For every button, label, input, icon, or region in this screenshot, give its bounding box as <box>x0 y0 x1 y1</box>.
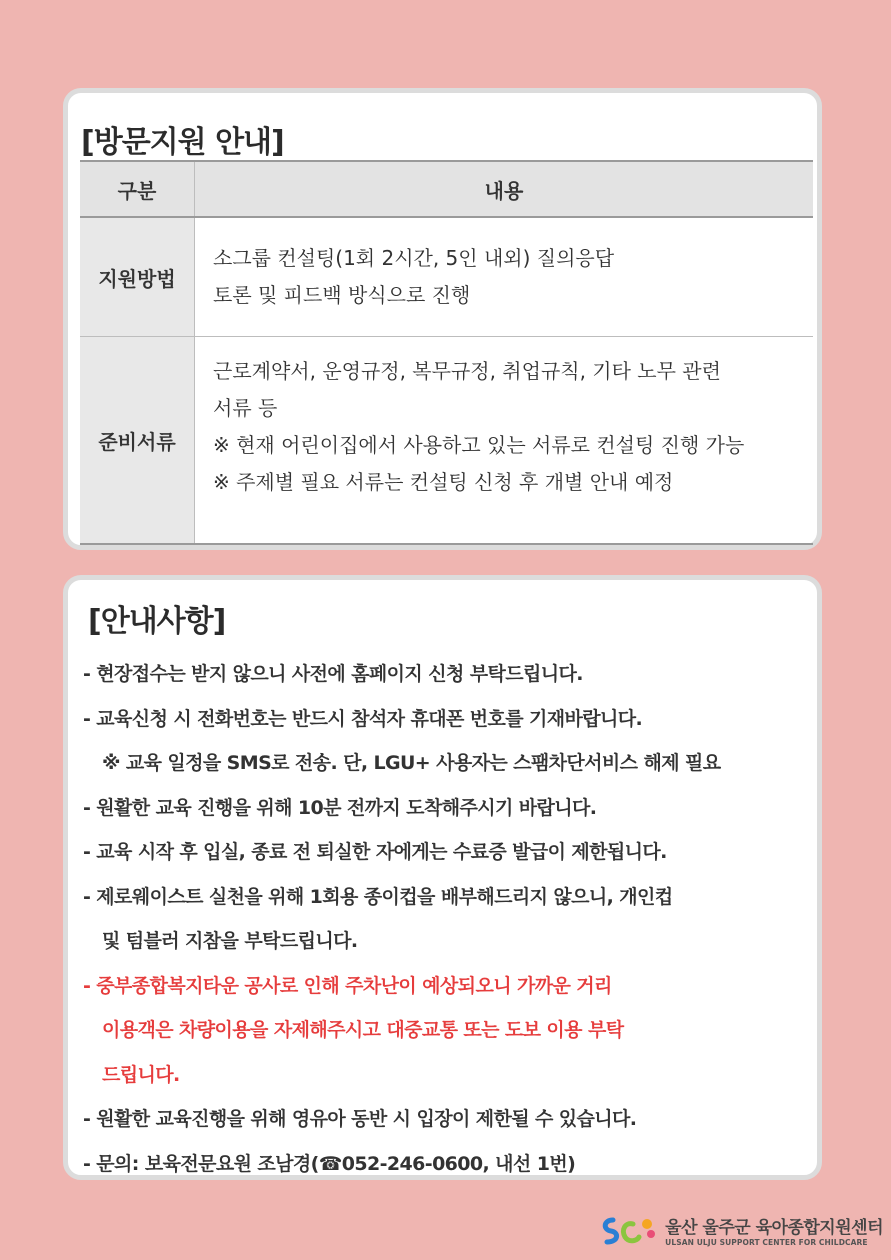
list-item: - 제로웨이스트 실천을 위해 1회용 종이컵을 배부해드리지 않으니, 개인컵 <box>83 885 673 908</box>
visit-support-card <box>63 88 822 550</box>
content-line: 토론 및 피드백 방식으로 진행 <box>213 283 471 307</box>
header-content: 내용 <box>195 161 814 217</box>
list-item-warning: 드립니다. <box>102 1063 180 1086</box>
table-row <box>80 337 813 545</box>
list-item: - 교육 시작 후 입실, 종료 전 퇴실한 자에게는 수료증 발급이 제한됩니다. <box>83 841 667 863</box>
visit-support-table <box>80 160 813 545</box>
visit-support-title: [방문지원 안내] <box>81 125 284 160</box>
content-line: 근로계약서, 운영규정, 복무규정, 취업규칙, 기타 노무 관련 <box>213 359 721 383</box>
table-header-row <box>80 161 813 217</box>
notices-card <box>63 575 822 1180</box>
list-item: ※ 교육 일정을 SMS로 전송. 단, LGU+ 사용자는 스팸차단서비스 해제 필요 <box>102 752 721 774</box>
list-item: 및 텀블러 지참을 부탁드립니다. <box>102 930 358 952</box>
list-item-warning: 이용객은 차량이용을 자제해주시고 대중교통 또는 도보 이용 부탁 <box>102 1019 624 1041</box>
content-line: ※ 주제별 필요 서류는 컨설팅 신청 후 개별 안내 예정 <box>213 470 674 494</box>
row-label-documents: 준비서류 <box>80 337 195 545</box>
row-content-method <box>195 217 814 337</box>
row-content-documents <box>195 337 814 545</box>
content-line: 서류 등 <box>213 396 278 420</box>
notices-title: [안내사항] <box>88 604 226 639</box>
list-item: - 원활한 교육진행을 위해 영유아 동반 시 입장이 제한될 수 있습니다. <box>83 1108 637 1130</box>
list-item-warning: - 중부종합복지타운 공사로 인해 주차난이 예상되오니 가까운 거리 <box>83 974 612 997</box>
center-logo-icon <box>599 1212 657 1248</box>
org-name-en: ULSAN ULJU SUPPORT CENTER FOR CHILDCARE <box>665 1238 868 1247</box>
row-label-method: 지원방법 <box>80 217 195 337</box>
list-item: - 원활한 교육 진행을 위해 10분 전까지 도착해주시기 바랍니다. <box>83 796 597 819</box>
footer-text <box>665 1213 883 1247</box>
table-row <box>80 217 813 337</box>
header-category: 구분 <box>80 161 195 217</box>
list-item: - 문의: 보육전문요원 조남경(☎052-246-0600, 내선 1번) <box>83 1152 576 1175</box>
list-item: - 현장접수는 받지 않으니 사전에 홈페이지 신청 부탁드립니다. <box>83 663 583 685</box>
org-name: 울산 울주군 육아종합지원센터 <box>665 1218 883 1238</box>
footer <box>599 1212 883 1248</box>
content-line: 소그룹 컨설팅(1회 2시간, 5인 내외) 질의응답 <box>213 246 615 270</box>
notices-list <box>83 652 803 1186</box>
content-line: ※ 현재 어린이집에서 사용하고 있는 서류로 컨설팅 진행 가능 <box>213 433 745 457</box>
list-item: - 교육신청 시 전화번호는 반드시 참석자 휴대폰 번호를 기재바랍니다. <box>83 707 643 730</box>
